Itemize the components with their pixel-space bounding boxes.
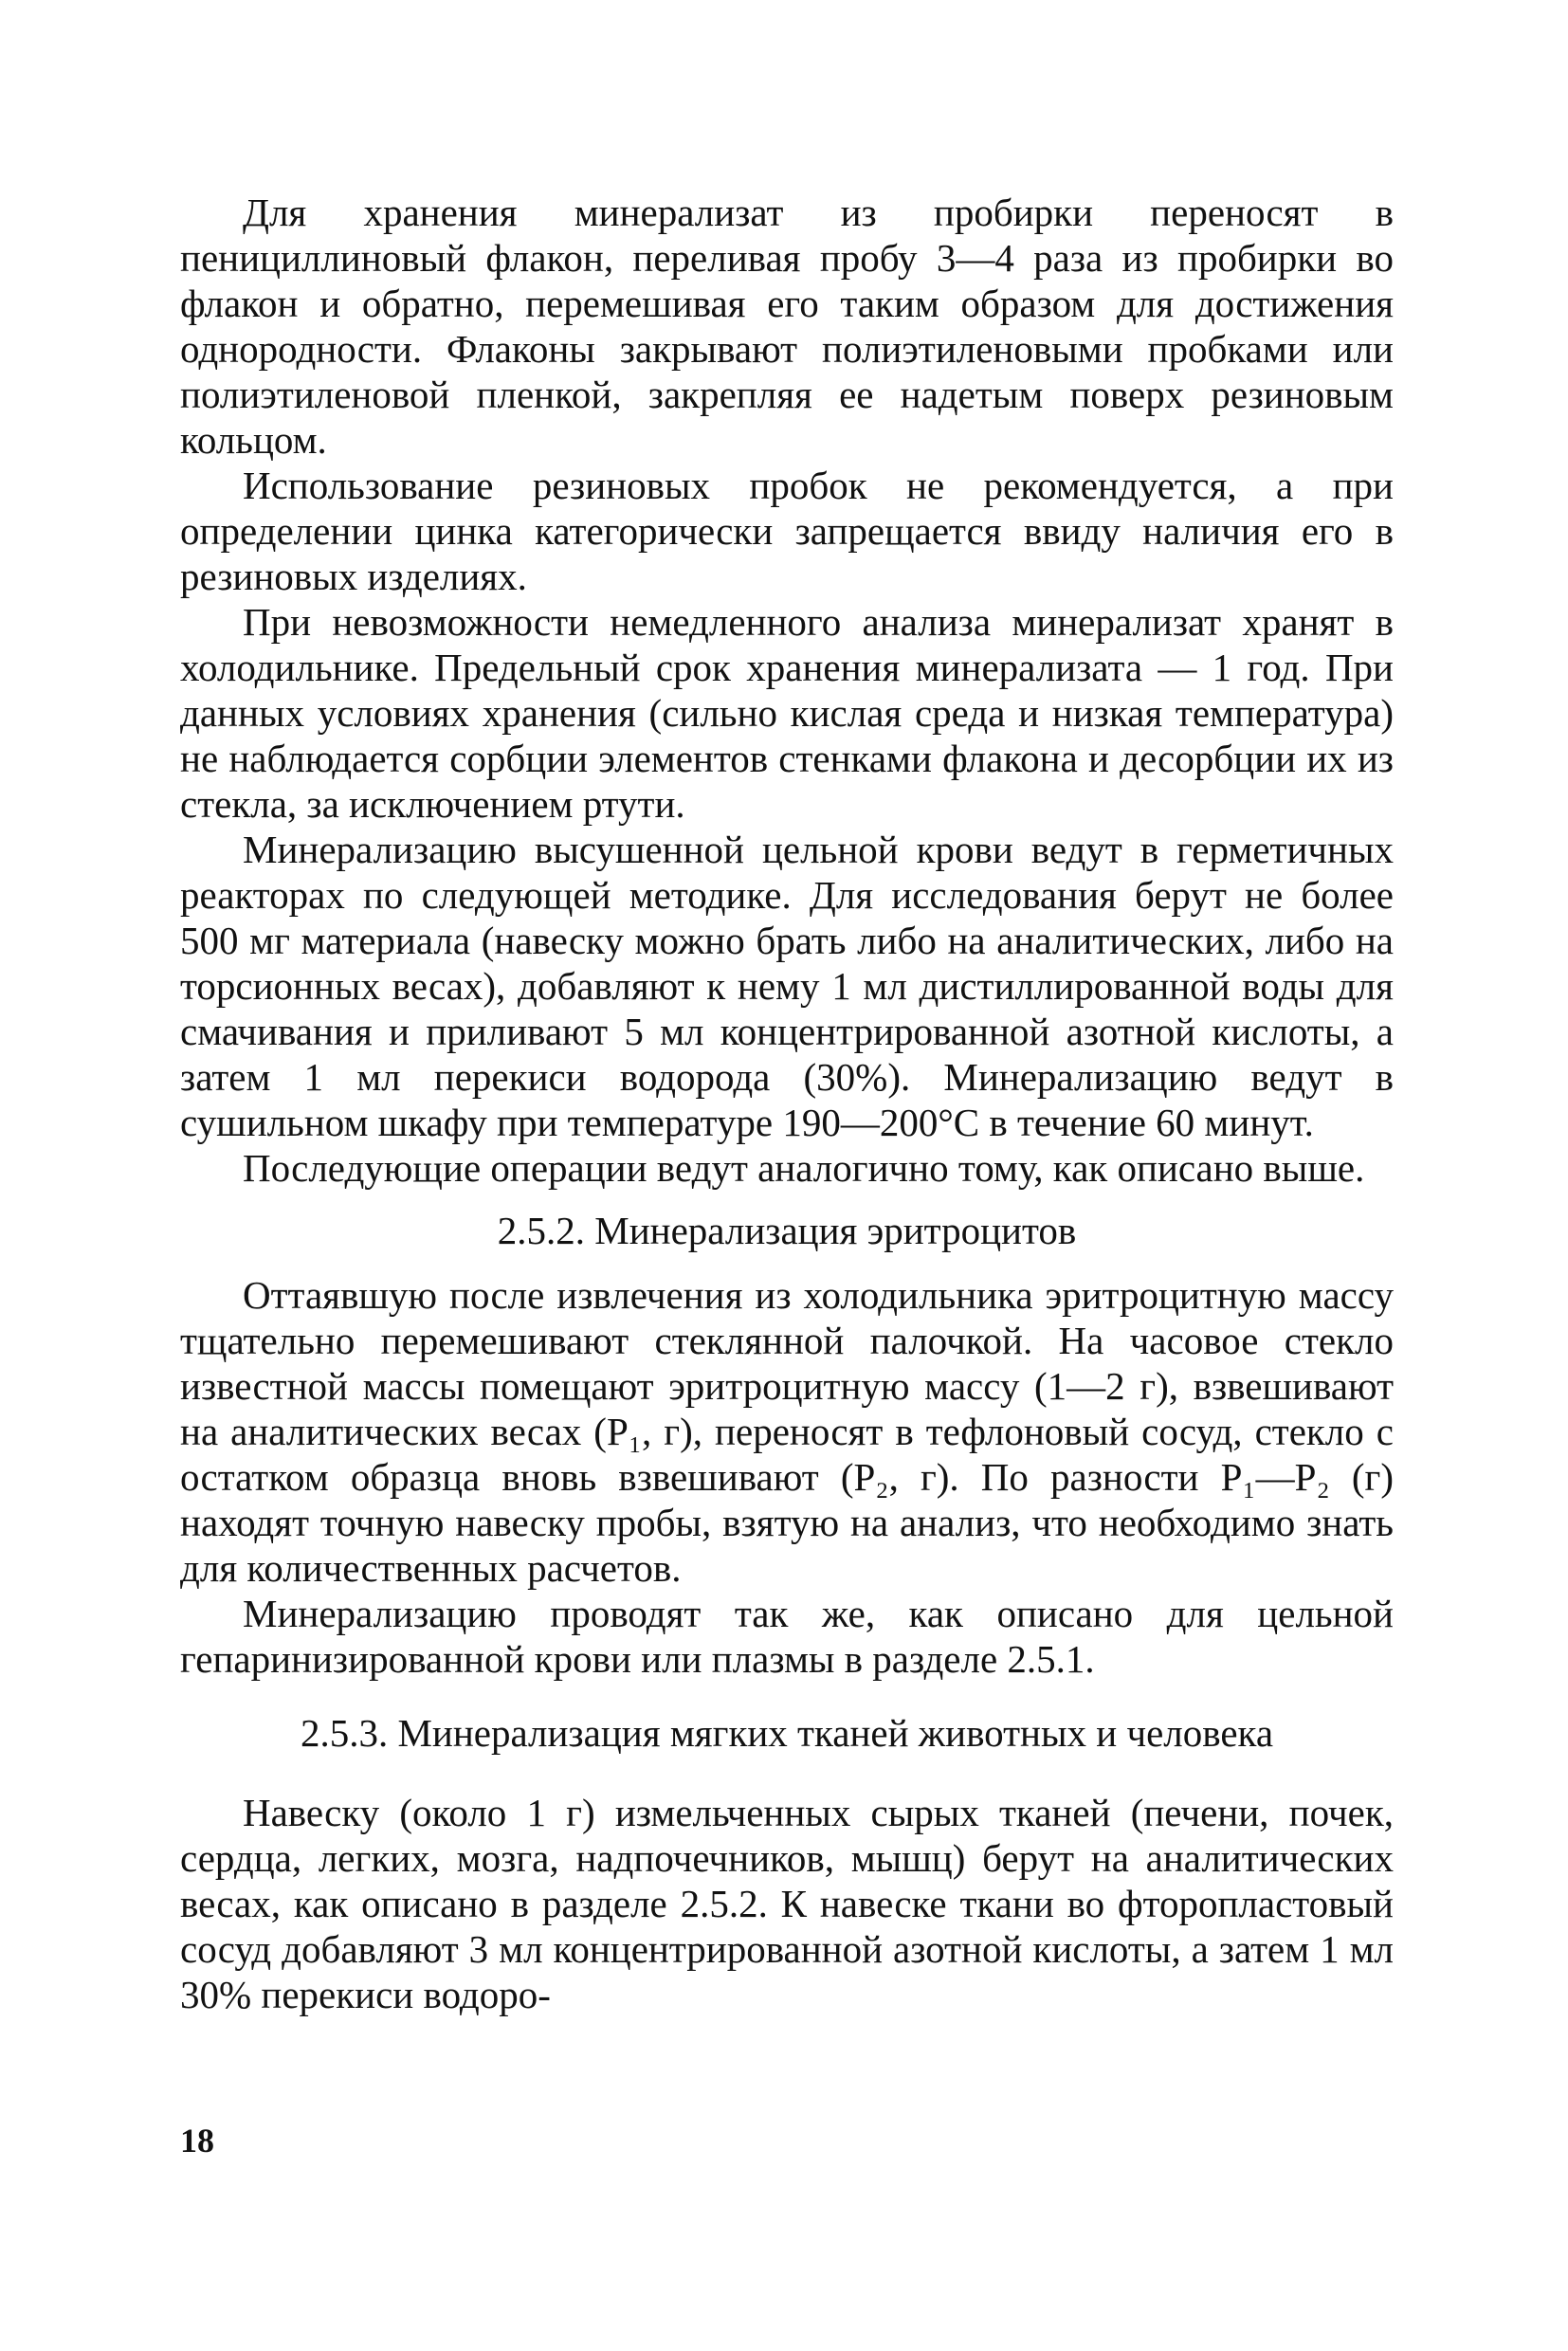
paragraph-dried-blood: Минерализацию высушенной цельной крови ведут в герметичных реакторах по следующей методике. Для исследования берут не более 500 мг материала (навеску можно брать либо на аналитических, либо на торсионных весах), добавляют к нему 1 мл дистиллированной воды для смачивания и приливают 5 мл концентрированной азотной кислоты, а затем 1 мл перекиси водорода (30%). Минерализацию ведут в сушильном шкафу при температуре 190—200°С в течение 60 минут. (180, 828, 1394, 1144)
page-number: 18 (180, 2122, 214, 2160)
paragraph-mineralization-reference: Минерализацию проводят так же, как описано для цельной гепаринизированной крови или плазмы в разделе 2.5.1. (180, 1592, 1394, 1681)
paragraph-refrigerator-storage: При невозможности немедленного анализа минерализат хранят в холодильнике. Предельный срок хранения минерализата — 1 год. При данных условиях хранения (сильно кислая среда и низкая температура) не наблюдается сорбции элементов стенками флакона и десорбции их из стекла, за исключением ртути. (180, 600, 1394, 826)
page-body (180, 190, 1394, 2017)
paragraph-tissue-sample: Навеску (около 1 г) измельченных сырых тканей (печени, почек, сердца, легких, мозга, надпочечников, мышц) берут на аналитических весах, как описано в разделе 2.5.2. К навеске ткани во фторопластовый сосуд добавляют 3 мл концентрированной азотной кислоты, а затем 1 мл 30% перекиси водоро- (180, 1791, 1394, 2016)
paragraph-subsequent-operations: Последующие операции ведут аналогично тому, как описано выше. (243, 1146, 1365, 1190)
section-heading-erythrocytes: 2.5.2. Минерализация эритроцитов (497, 1209, 1077, 1252)
paragraph-rubber-stoppers: Использование резиновых пробок не рекомендуется, а при определении цинка категорически запрещается ввиду наличия его в резиновых изделиях. (180, 464, 1394, 598)
paragraph-storage: Для хранения минерализат из пробирки переносят в пенициллиновый флакон, переливая пробу 3—4 раза из пробирки во флакон и обратно, перемешивая его таким образом для достижения однородности. Флаконы закрывают полиэтиленовыми пробками или полиэтиленовой пленкой, закрепляя ее надетым поверх резиновым кольцом. (180, 191, 1394, 462)
paragraph-erythrocyte-mass: Оттаявшую после извлечения из холодильника эритроцитную массу тщательно перемешивают стеклянной палочкой. На часовое стекло известной массы помещают эритроцитную массу (1—2 г), взвешивают на аналитических весах (P₁, г), переносят в тефлоновый сосуд, стекло с остатком образца вновь взвешивают (P₂, г). По разности P₁—P₂ (г) находят точную навеску пробы, взятую на анализ, что необходимо знать для количественных расчетов. (180, 1273, 1394, 1590)
section-heading-soft-tissues: 2.5.3. Минерализация мягких тканей животных и человека (300, 1711, 1274, 1755)
